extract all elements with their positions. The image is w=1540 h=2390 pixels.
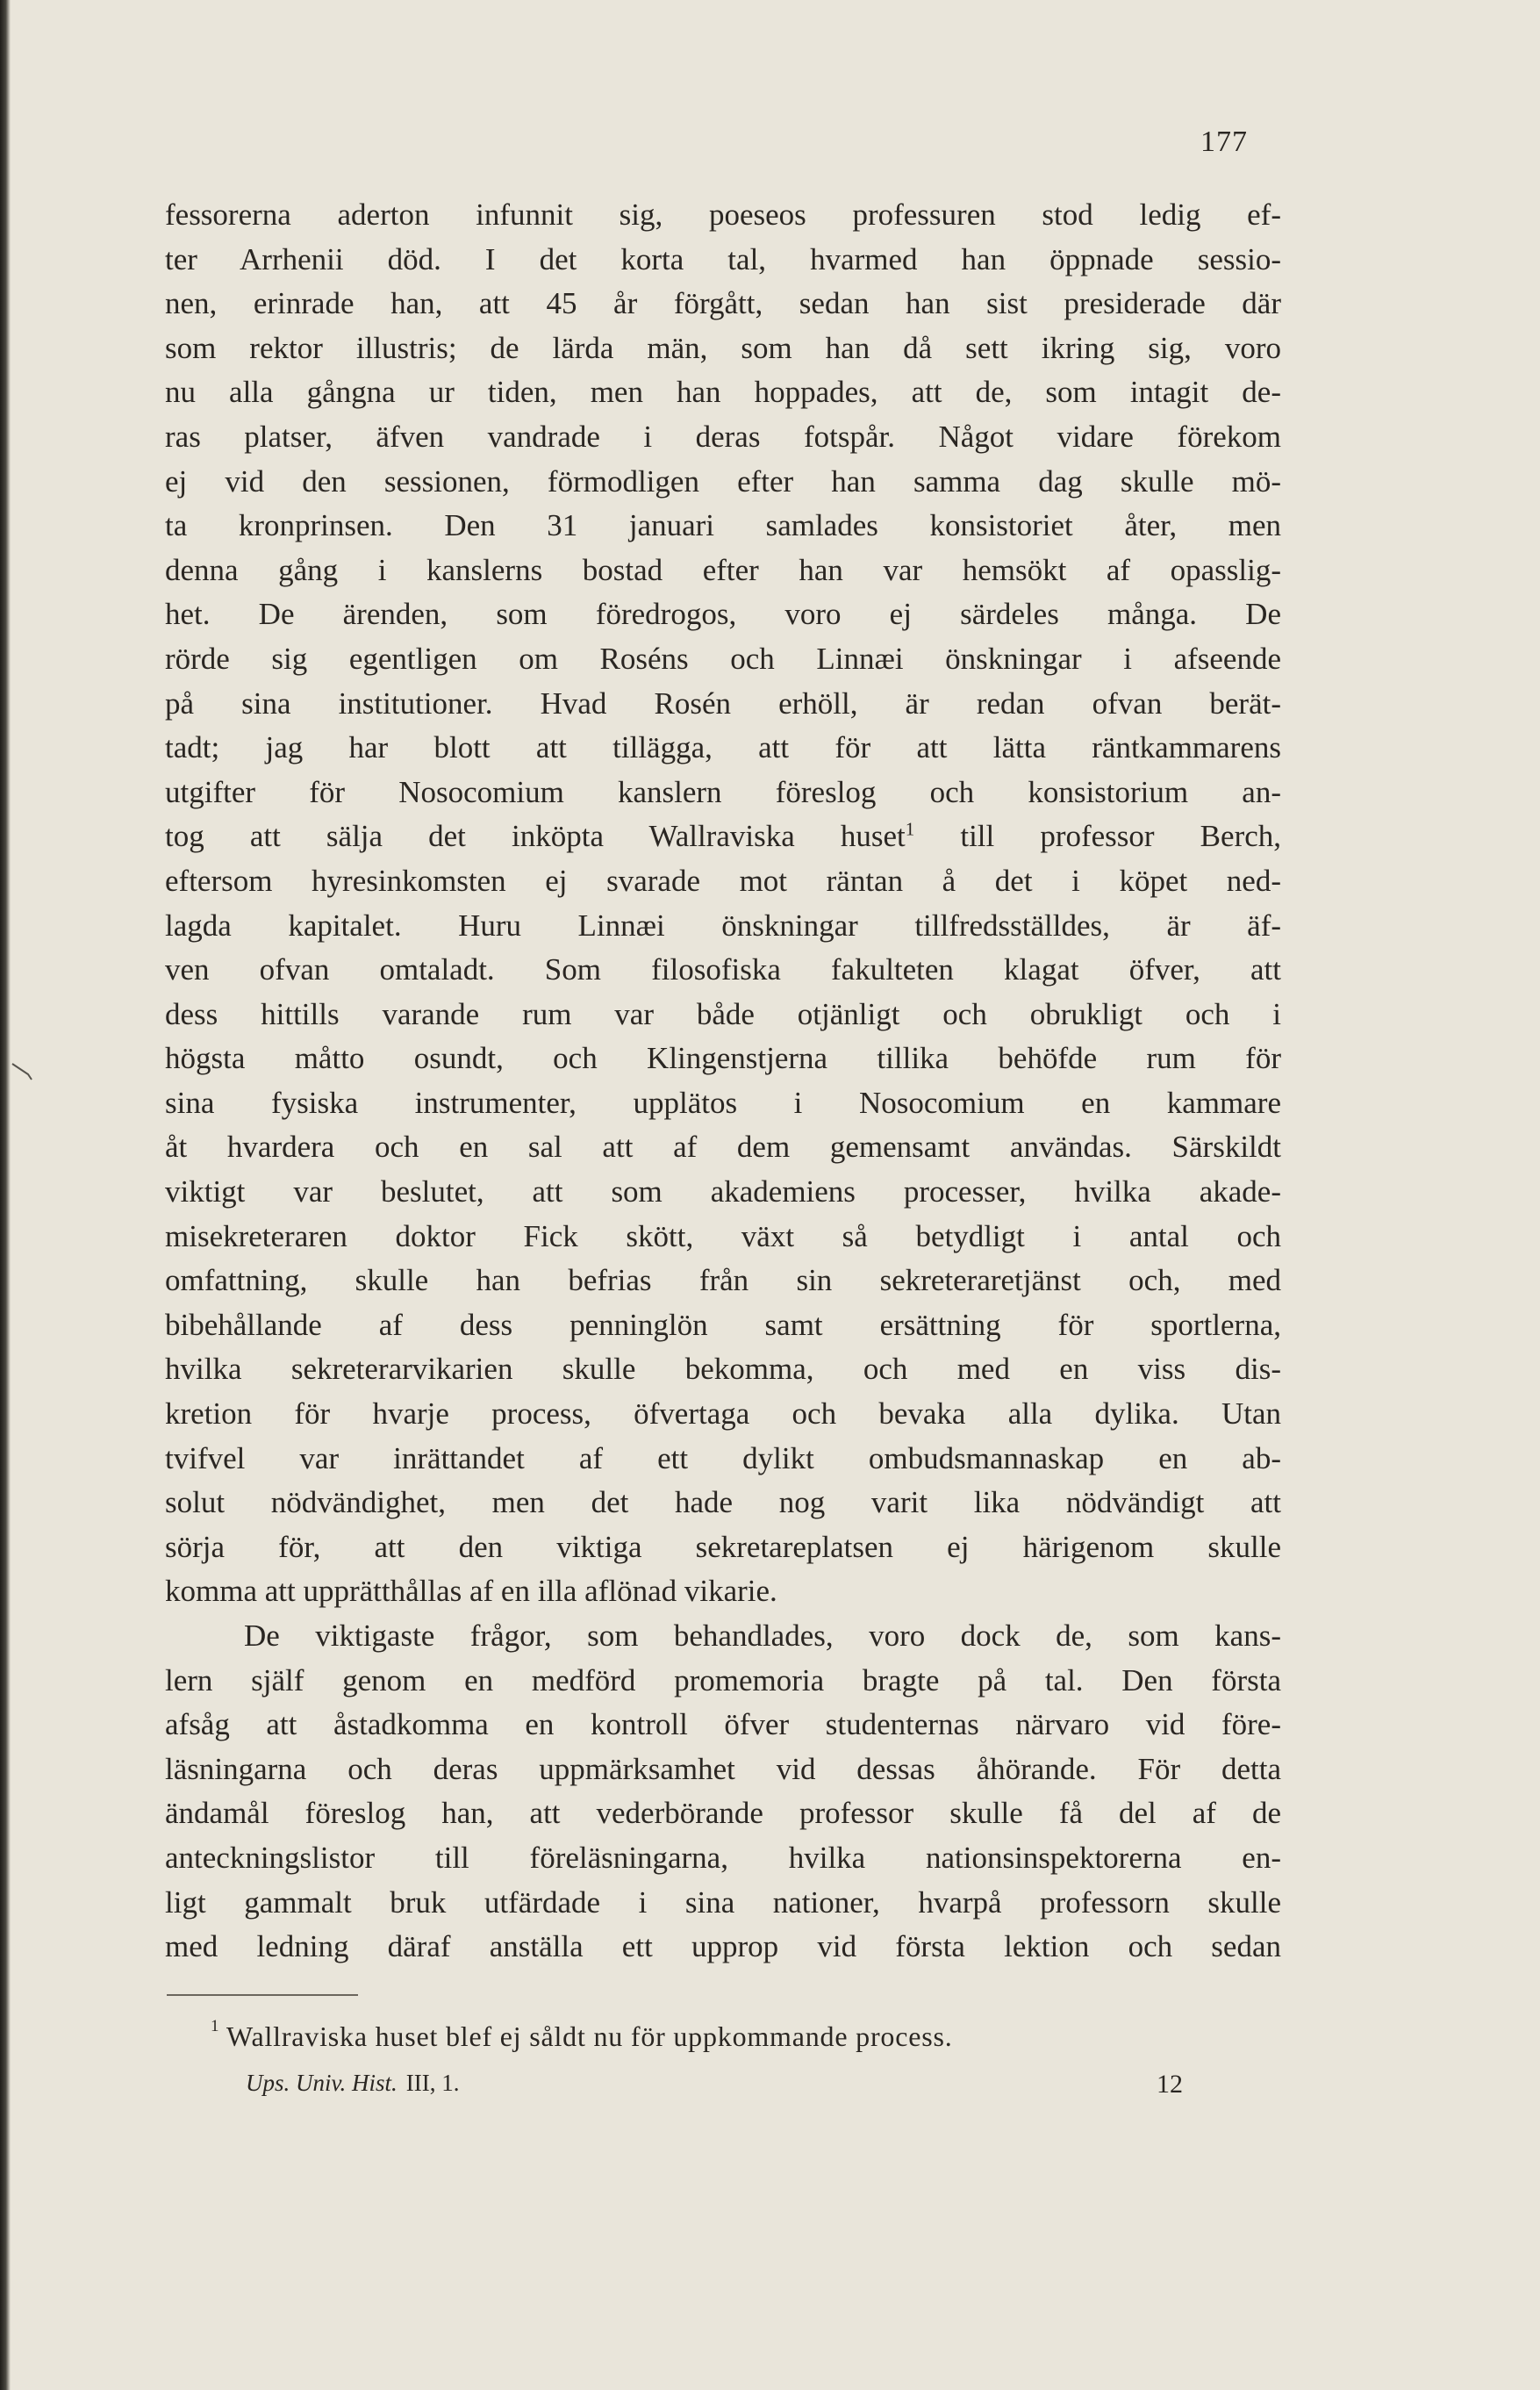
footnote-text: Wallraviska huset blef ej såldt nu för uppkommande process. — [226, 2020, 953, 2052]
text-line: omfattning, skulle han befrias från sin sekreteraretjänst och, med — [165, 1263, 1281, 1298]
text-line: tadt; jag har blott att tillägga, att för att lätta räntkammarens — [165, 730, 1281, 765]
text-line: hvilka sekreterarvikarien skulle bekomma, och med en viss dis- — [165, 1352, 1281, 1387]
signature-title: Ups. Univ. Hist. — [246, 2070, 398, 2096]
text-line: misekreteraren doktor Fick skött, växt så betydligt i antal och — [165, 1218, 1281, 1253]
text-line: kretion för hvarje process, öfvertaga och bevaka alla dylika. Utan — [165, 1396, 1281, 1432]
text-line: ras platser, äfven vandrade i deras fotspår. Något vidare förekom — [165, 419, 1281, 454]
printer-signature — [246, 2070, 459, 2097]
text-line: nen, erinrade han, att 45 år förgått, sedan han sist presiderade där — [165, 286, 1281, 321]
footnote — [211, 2017, 953, 2053]
text-line: åt hvardera och en sal att af dem gemensamt användas. Särskildt — [165, 1130, 1281, 1165]
text-line: nu alla gångna ur tiden, men han hoppades, att de, som intagit de- — [165, 375, 1281, 410]
text-line: eftersom hyresinkomsten ej svarade mot räntan å det i köpet ned- — [165, 863, 1281, 898]
text-line: het. De ärenden, som föredrogos, voro ej särdeles många. De — [165, 597, 1281, 632]
text-line: afsåg att åstadkomma en kontroll öfver studenternas närvaro vid före- — [165, 1707, 1281, 1742]
text-line: som rektor illustris; de lärda män, som han då sett ikring sig, voro — [165, 330, 1281, 365]
text-line: ta kronprinsen. Den 31 januari samlades konsistoriet åter, men — [165, 508, 1281, 543]
text-line: bibehållande af dess penninglön samt ersättning för sportlerna, — [165, 1307, 1281, 1342]
page-number: 177 — [1200, 126, 1248, 158]
text-line: fessorerna aderton infunnit sig, poeseos professuren stod ledig ef- — [165, 197, 1281, 232]
text-line: viktigt var beslutet, att som akademiens processer, hvilka akade- — [165, 1174, 1281, 1209]
paragraph-start-line: De viktigaste frågor, som behandlades, voro dock de, som kans- — [244, 1618, 1281, 1653]
text-line: sörja för, att den viktiga sekretareplatsen ej härigenom skulle — [165, 1529, 1281, 1564]
text-line: ej vid den sessionen, förmodligen efter han samma dag skulle mö- — [165, 463, 1281, 499]
text-line: sina fysiska instrumenter, upplätos i Nosocomium en kammare — [165, 1085, 1281, 1120]
text-line-tail: till professor Berch, — [960, 819, 1282, 854]
body-text — [165, 193, 1281, 1970]
text-line: lagda kapitalet. Huru Linnæi önskningar tillfredsställdes, är äf- — [165, 908, 1281, 943]
text-line: solut nödvändighet, men det hade nog varit lika nödvändigt att — [165, 1485, 1281, 1520]
footnote-marker: 1 — [211, 2017, 220, 2035]
text-line: ändamål föreslog han, att vederbörande professor skulle få del af de — [165, 1796, 1281, 1831]
text-line: rörde sig egentligen om Roséns och Linnæi önskningar i afseende — [165, 641, 1281, 676]
text-line: högsta måtto osundt, och Klingenstjerna tillika behöfde rum för — [165, 1041, 1281, 1076]
text-line: utgifter för Nosocomium kanslern föreslog och konsistorium an- — [165, 774, 1281, 809]
footnote-divider — [167, 1994, 358, 1996]
text-line: på sina institutioner. Hvad Rosén erhöll, är redan ofvan berät- — [165, 685, 1281, 721]
stray-mark-icon — [11, 1062, 37, 1083]
text-line: ligt gammalt bruk utfärdade i sina nationer, hvarpå professorn skulle — [165, 1884, 1281, 1920]
signature-volume: III, 1. — [405, 2070, 460, 2096]
signature-sheet-number: 12 — [1157, 2070, 1183, 2099]
text-line: lern själf genom en medförd promemoria bragte på tal. Den första — [165, 1662, 1281, 1697]
page-left-edge — [0, 0, 11, 2390]
text-line: denna gång i kanslerns bostad efter han var hemsökt af opasslig- — [165, 552, 1281, 587]
paragraph-end-line: komma att upprätthållas af en illa aflönad vikarie. — [165, 1574, 777, 1609]
text-line: ven ofvan omtaladt. Som filosofiska fakulteten klagat öfver, att — [165, 952, 1281, 987]
text-line: anteckningslistor till föreläsningarna, hvilka nationsinspektorerna en- — [165, 1840, 1281, 1875]
text-line: tvifvel var inrättandet af ett dylikt ombudsmannaskap en ab- — [165, 1440, 1281, 1475]
text-line: ter Arrhenii död. I det korta tal, hvarmed han öppnade sessio- — [165, 241, 1281, 276]
text-line: med ledning däraf anställa ett upprop vid första lektion och sedan — [165, 1929, 1281, 1964]
footnote-reference: 1 — [905, 818, 915, 840]
text-line-head: tog att sälja det inköpta Wallraviska huset — [165, 819, 906, 854]
text-line: dess hittills varande rum var både otjänligt och obrukligt och i — [165, 996, 1281, 1031]
text-line-with-footnote-ref — [165, 815, 1281, 859]
text-line: läsningarna och deras uppmärksamhet vid dessas åhörande. För detta — [165, 1751, 1281, 1786]
